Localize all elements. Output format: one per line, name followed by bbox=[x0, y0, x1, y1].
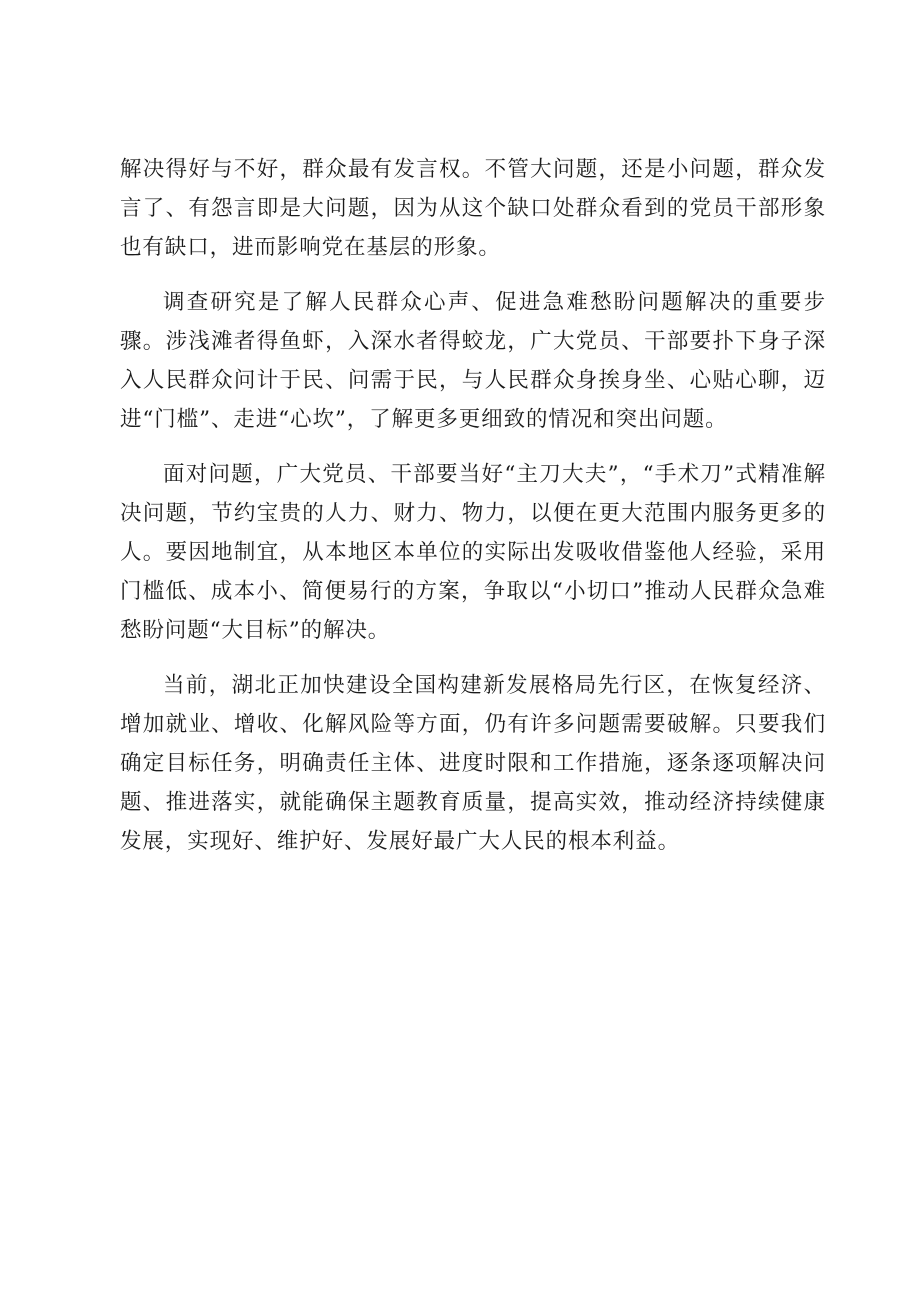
paragraph-problem-solving: 面对问题，广大党员、干部要当好“主刀大夫”，“手术刀”式精准解决问题，节约宝贵的人力、财力、物力，以便在更大范围内服务更多的人。要因地制宜，从本地区本单位的实际出发吸收借鉴他人经验，采用门槛低、成本小、简便易行的方案，争取以“小切口”推动人民群众急难愁盼问题“大目标”的解决。 bbox=[120, 462, 826, 643]
document-body bbox=[120, 150, 826, 877]
paragraph-hubei: 当前，湖北正加快建设全国构建新发展格局先行区，在恢复经济、增加就业、增收、化解风险等方面，仍有许多问题需要破解。只要我们确定目标任务，明确责任主体、进度时限和工作措施，逐条逐项解决问题、推进落实，就能确保主题教育质量，提高实效，推动经济持续健康发展，实现好、维护好、发展好最广大人民的根本利益。 bbox=[120, 673, 826, 854]
paragraph-continuation: 解决得好与不好，群众最有发言权。不管大问题，还是小问题，群众发言了、有怨言即是大问题，因为从这个缺口处群众看到的党员干部形象也有缺口，进而影响党在基层的形象。 bbox=[120, 157, 826, 260]
paragraph-research: 调查研究是了解人民群众心声、促进急难愁盼问题解决的重要步骤。涉浅滩者得鱼虾，入深水者得蛟龙，广大党员、干部要扑下身子深入人民群众问计于民、问需于民，与人民群众身挨身坐、心贴心聊，迈进“门槛”、走进“心坎”，了解更多更细致的情况和突出问题。 bbox=[120, 290, 826, 432]
